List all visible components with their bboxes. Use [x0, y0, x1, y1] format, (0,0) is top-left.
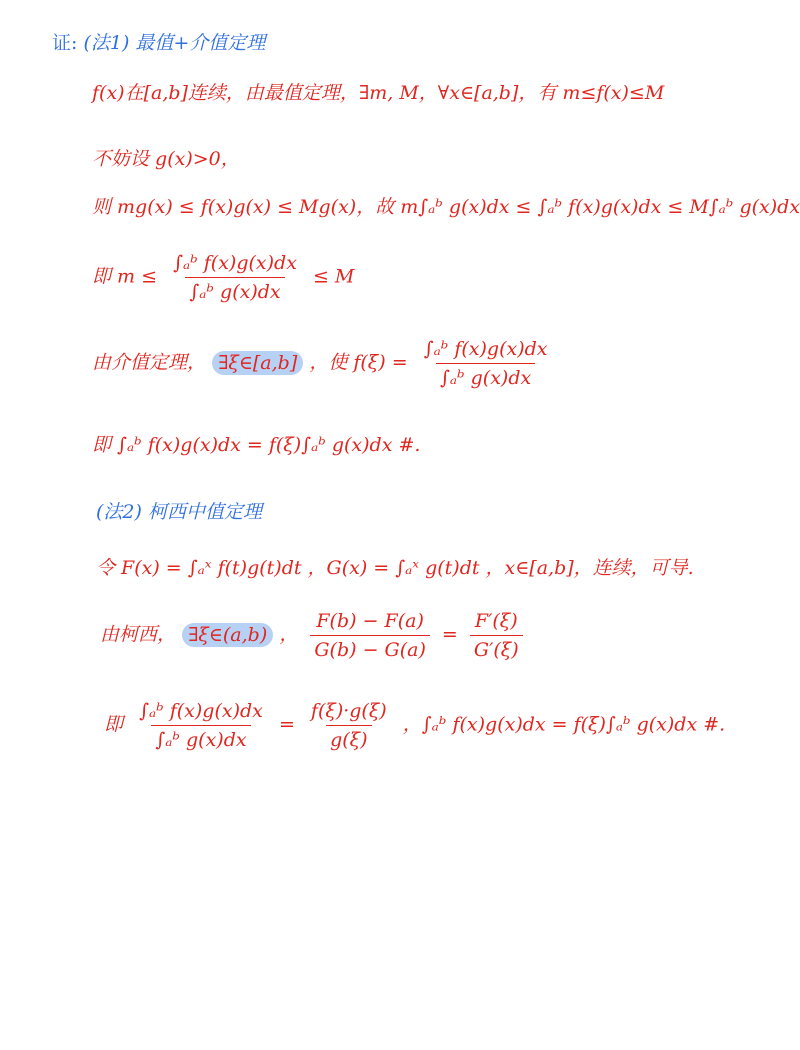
fraction-denominator: g(ξ) — [326, 725, 371, 751]
highlighted-xi-interval: ∃ξ∈[a,b] — [212, 351, 303, 375]
method1-line2: 不妨设 g(x)>0， — [92, 148, 240, 170]
fraction-numerator: ∫ₐᵇ f(x)g(x)dx — [139, 700, 263, 722]
method1-line1: f(x)在[a,b]连续，由最值定理，∃m, M，∀x∈[a,b]，有 m≤f(x)≤M — [92, 82, 665, 104]
method2-line3-fraction-left — [135, 700, 267, 751]
fraction-numerator: F(b) − F(a) — [316, 610, 424, 632]
method2-line2-sep: ， — [279, 623, 299, 646]
method1-line4-suffix: ≤ M — [312, 265, 355, 288]
method1-line4-prefix: 即 m ≤ — [92, 265, 158, 288]
fraction-denominator: G′(ξ) — [470, 635, 523, 661]
fraction-numerator: ∫ₐᵇ f(x)g(x)dx — [423, 338, 548, 360]
proof-label: 证: — [52, 32, 78, 54]
highlighted-xi-interval: ∃ξ∈(a,b) — [182, 623, 273, 647]
proof-heading-line — [52, 28, 265, 55]
method2-line3-fraction-right — [307, 700, 391, 751]
method2-title: (法2) 柯西中值定理 — [96, 501, 262, 523]
method2-line2-prefix: 由柯西， — [100, 623, 177, 646]
fraction-denominator: G(b) − G(a) — [310, 635, 430, 661]
equals-sign: = — [441, 623, 458, 646]
fraction-numerator: F′(ξ) — [474, 610, 518, 632]
method1-line6: 即 ∫ₐᵇ f(x)g(x)dx = f(ξ)∫ₐᵇ g(x)dx #. — [92, 434, 421, 456]
fraction-denominator: ∫ₐᵇ g(x)dx — [185, 277, 284, 303]
method1-line5-fraction — [420, 338, 552, 389]
method2-line3-prefix: 即 — [104, 713, 124, 736]
equals-sign: = — [278, 713, 295, 736]
fraction-denominator: ∫ₐᵇ g(x)dx — [436, 363, 535, 389]
method2-line2-fraction-left — [310, 610, 430, 661]
method2-line1: 令 F(x) = ∫ₐˣ f(t)g(t)dt ，G(x) = ∫ₐˣ g(t)dt ，x∈[a,b]，连续，可导. — [96, 557, 694, 579]
method2-line3 — [104, 700, 725, 751]
method1-line5 — [92, 338, 558, 389]
method1-title: (法1) 最值+介值定理 — [83, 32, 266, 54]
fraction-numerator: f(ξ)·g(ξ) — [310, 700, 387, 722]
fraction-denominator: ∫ₐᵇ g(x)dx — [151, 725, 250, 751]
method2-line2-fraction-right — [470, 610, 523, 661]
method1-line5-mid: ，使 f(ξ) = — [309, 351, 408, 374]
fraction-numerator: ∫ₐᵇ f(x)g(x)dx — [173, 252, 297, 274]
method1-line5-prefix: 由介值定理， — [92, 351, 207, 374]
method1-line4-fraction — [169, 252, 301, 303]
method1-line3: 则 mg(x) ≤ f(x)g(x) ≤ Mg(x)，故 m∫ₐᵇ g(x)dx ≤ ∫ₐᵇ f(x)g(x)dx ≤ M∫ₐᵇ g(x)dx — [92, 196, 800, 218]
method1-line4 — [92, 252, 354, 303]
method2-line3-suffix: ，∫ₐᵇ f(x)g(x)dx = f(ξ)∫ₐᵇ g(x)dx #. — [402, 713, 726, 736]
method2-line2 — [100, 610, 529, 661]
